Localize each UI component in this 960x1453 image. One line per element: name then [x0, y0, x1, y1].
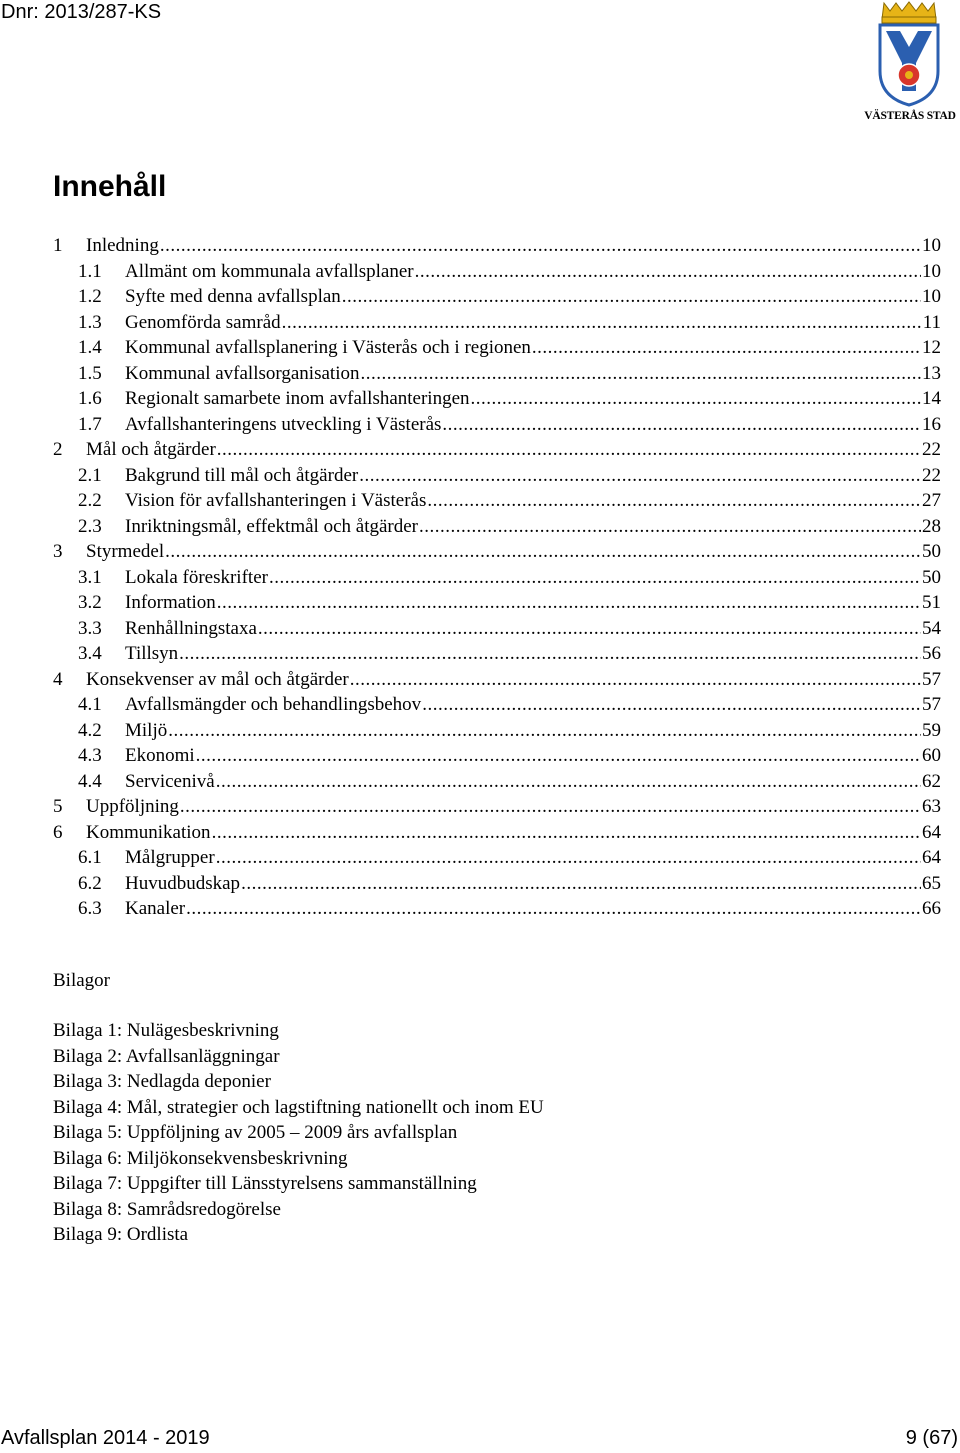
- toc-entry-number: 1.5: [78, 362, 102, 384]
- toc-entry-page: 27: [922, 490, 941, 511]
- document-number: Dnr: 2013/287-KS: [1, 1, 162, 23]
- attachment-item: Bilaga 9: Ordlista: [53, 1224, 189, 1245]
- toc-entry-page: 14: [922, 388, 941, 409]
- toc-entry-title: Regionalt samarbete inom avfallshanteringen: [125, 388, 470, 409]
- toc-entry-title: Vision för avfallshanteringen i Västerås: [125, 490, 427, 511]
- toc-entry-title: Konsekvenser av mål och åtgärder: [86, 668, 349, 690]
- toc-entry-page: 54: [922, 617, 941, 639]
- footer-page-number: 9 (67): [905, 1427, 958, 1449]
- toc-entry-page: 57: [922, 668, 941, 690]
- toc-dot-leader: [415, 259, 921, 284]
- toc-entry-title: Uppföljning: [86, 796, 179, 817]
- toc-entry[interactable]: [78, 310, 941, 335]
- toc-entry[interactable]: [78, 769, 941, 794]
- toc-entry-number: 2: [53, 439, 63, 460]
- toc-entry-page: 50: [922, 566, 941, 588]
- toc-entry-title: Avfallshanteringens utveckling i Västerås: [125, 413, 442, 435]
- toc-entry[interactable]: [78, 743, 941, 768]
- toc-dot-leader: [258, 616, 921, 641]
- toc-entry-title: Syfte med denna avfallsplan: [125, 286, 341, 307]
- toc-dot-leader: [160, 233, 921, 258]
- toc-entry-number: 3: [53, 541, 63, 562]
- toc-dot-leader: [419, 514, 921, 539]
- toc-entry-number: 5: [53, 796, 63, 817]
- toc-entry-title: Ekonomi: [125, 745, 195, 766]
- toc-entry-title: Huvudbudskap: [125, 872, 241, 894]
- toc-entry-page: 66: [922, 898, 941, 919]
- toc-entry[interactable]: [78, 335, 941, 360]
- toc-entry-number: 6: [53, 821, 63, 843]
- toc-entry-number: 1.7: [78, 413, 102, 435]
- toc-dot-leader: [342, 284, 921, 309]
- toc-entry[interactable]: [53, 437, 941, 462]
- toc-dot-leader: [532, 335, 921, 360]
- toc-entry-number: 4.3: [78, 745, 102, 766]
- logo-caption: VÄSTERÅS STAD: [864, 110, 956, 122]
- toc-entry-page: 10: [922, 235, 941, 256]
- toc-entry-number: 1.3: [78, 311, 102, 333]
- toc-dot-leader: [217, 437, 921, 462]
- toc-entry-title: Avfallsmängder och behandlingsbehov: [125, 694, 422, 715]
- toc-dot-leader: [442, 412, 921, 437]
- attachments-heading: Bilagor: [53, 970, 110, 991]
- toc-dot-leader: [360, 361, 921, 386]
- toc-entry[interactable]: [78, 896, 941, 921]
- coat-of-arms-icon: [858, 1, 960, 127]
- toc-entry-number: 4.1: [78, 694, 102, 715]
- toc-entry[interactable]: [78, 463, 941, 488]
- toc-entry-title: Målgrupper: [125, 847, 215, 868]
- toc-entry-title: Styrmedel: [86, 541, 165, 562]
- toc-entry[interactable]: [78, 590, 941, 615]
- toc-entry[interactable]: [53, 233, 941, 258]
- toc-entry-page: 62: [922, 770, 941, 792]
- toc-dot-leader: [186, 896, 921, 921]
- toc-dot-leader: [196, 743, 921, 768]
- toc-dot-leader: [350, 667, 921, 692]
- attachment-item: Bilaga 2: Avfallsanläggningar: [53, 1045, 280, 1067]
- toc-entry[interactable]: [78, 641, 941, 666]
- toc-dot-leader: [179, 641, 921, 666]
- toc-dot-leader: [359, 463, 921, 488]
- attachment-item: Bilaga 1: Nulägesbeskrivning: [53, 1020, 279, 1041]
- toc-entry-title: Kanaler: [125, 898, 186, 919]
- attachment-item: Bilaga 3: Nedlagda deponier: [53, 1071, 271, 1092]
- toc-entry-page: 28: [922, 515, 941, 537]
- toc-entry-page: 13: [922, 362, 941, 384]
- toc-entry-number: 4: [53, 668, 63, 690]
- toc-entry-page: 12: [922, 337, 941, 358]
- toc-entry-page: 10: [922, 286, 941, 307]
- toc-entry[interactable]: [53, 820, 941, 845]
- toc-entry-page: 22: [922, 439, 941, 460]
- toc-entry-number: 2.3: [78, 515, 102, 537]
- toc-entry-title: Inriktningsmål, effektmål och åtgärder: [125, 515, 418, 537]
- toc-entry-page: 64: [922, 847, 941, 868]
- toc-entry-number: 1: [53, 235, 63, 256]
- toc-entry[interactable]: [78, 692, 941, 717]
- toc-entry[interactable]: [78, 845, 941, 870]
- toc-entry-number: 1.4: [78, 337, 102, 358]
- toc-entry-number: 4.2: [78, 719, 102, 741]
- toc-entry-page: 65: [922, 872, 941, 894]
- toc-entry-title: Inledning: [86, 235, 159, 256]
- toc-dot-leader: [422, 692, 921, 717]
- toc-entry-title: Servicenivå: [125, 770, 215, 792]
- toc-entry-page: 59: [922, 719, 941, 741]
- toc-entry[interactable]: [78, 514, 941, 539]
- toc-entry[interactable]: [78, 718, 941, 743]
- toc-entry[interactable]: [78, 259, 941, 284]
- toc-entry-page: 51: [922, 592, 941, 613]
- toc-entry[interactable]: [78, 565, 941, 590]
- toc-entry[interactable]: [78, 871, 941, 896]
- toc-dot-leader: [427, 488, 921, 513]
- toc-entry-page: 50: [922, 541, 941, 562]
- toc-entry-number: 2.1: [78, 464, 102, 486]
- toc-entry-number: 1.6: [78, 388, 102, 409]
- toc-entry-title: Bakgrund till mål och åtgärder: [125, 464, 359, 486]
- toc-dot-leader: [216, 769, 921, 794]
- toc-entry-number: 1.2: [78, 286, 102, 307]
- toc-entry-number: 6.2: [78, 872, 102, 894]
- toc-entry-number: 3.2: [78, 592, 102, 613]
- toc-entry-title: Lokala föreskrifter: [125, 566, 268, 588]
- toc-entry-page: 56: [922, 643, 941, 664]
- toc-entry[interactable]: [78, 284, 941, 309]
- toc-entry-number: 2.2: [78, 490, 102, 511]
- toc-entry-title: Tillsyn: [125, 643, 179, 664]
- toc-entry[interactable]: [78, 488, 941, 513]
- attachment-item: Bilaga 4: Mål, strategier och lagstiftning nationellt och inom EU: [53, 1096, 544, 1118]
- toc-dot-leader: [471, 386, 921, 411]
- toc-entry-number: 3.1: [78, 566, 102, 588]
- toc-entry-title: Information: [125, 592, 216, 613]
- attachment-item: Bilaga 6: Miljökonsekvensbeskrivning: [53, 1147, 348, 1169]
- toc-entry[interactable]: [78, 412, 941, 437]
- toc-entry-number: 3.4: [78, 643, 102, 664]
- toc-entry-title: Miljö: [125, 719, 168, 741]
- toc-entry-number: 6.3: [78, 898, 102, 919]
- toc-entry-page: 63: [922, 796, 941, 817]
- toc-entry-page: 64: [922, 821, 941, 843]
- toc-entry-title: Kommunikation: [86, 821, 211, 843]
- attachment-item: Bilaga 8: Samrådsredogörelse: [53, 1198, 281, 1220]
- toc-entry-title: Renhållningstaxa: [125, 617, 257, 639]
- toc-entry[interactable]: [53, 539, 941, 564]
- toc-entry-page: 16: [922, 413, 941, 435]
- toc-entry-title: Kommunal avfallsplanering i Västerås och i regionen: [125, 337, 531, 358]
- toc-dot-leader: [212, 820, 921, 845]
- toc-dot-leader: [282, 310, 922, 335]
- toc-entry[interactable]: [78, 386, 941, 411]
- toc-entry-page: 10: [922, 260, 941, 282]
- footer-document-title: Avfallsplan 2014 - 2019: [1, 1427, 210, 1449]
- attachment-item: Bilaga 5: Uppföljning av 2005 – 2009 års avfallsplan: [53, 1122, 458, 1143]
- toc-entry[interactable]: [53, 667, 941, 692]
- toc-dot-leader: [217, 590, 921, 615]
- toc-entry-page: 60: [922, 745, 941, 766]
- toc-entry[interactable]: [53, 794, 941, 819]
- toc-entry-number: 4.4: [78, 770, 102, 792]
- toc-entry-page: 22: [922, 464, 941, 486]
- toc-dot-leader: [216, 845, 921, 870]
- toc-entry-number: 1.1: [78, 260, 102, 282]
- attachment-item: Bilaga 7: Uppgifter till Länsstyrelsens sammanställning: [53, 1173, 477, 1194]
- toc-dot-leader: [269, 565, 921, 590]
- toc-entry-title: Mål och åtgärder: [86, 439, 216, 460]
- toc-entry-title: Genomförda samråd: [125, 311, 281, 333]
- toc-entry-page: 57: [922, 694, 941, 715]
- toc-entry-title: Allmänt om kommunala avfallsplaner: [125, 260, 414, 282]
- toc-dot-leader: [165, 539, 921, 564]
- toc-title: Innehåll: [53, 170, 167, 203]
- toc-entry-number: 6.1: [78, 847, 102, 868]
- toc-entry[interactable]: [78, 361, 941, 386]
- toc-entry-number: 3.3: [78, 617, 102, 639]
- toc-entry-page: 11: [922, 311, 941, 333]
- toc-entry-title: Kommunal avfallsorganisation: [125, 362, 360, 384]
- toc-dot-leader: [241, 871, 921, 896]
- toc-entry[interactable]: [78, 616, 941, 641]
- toc-dot-leader: [168, 718, 921, 743]
- toc-dot-leader: [180, 794, 921, 819]
